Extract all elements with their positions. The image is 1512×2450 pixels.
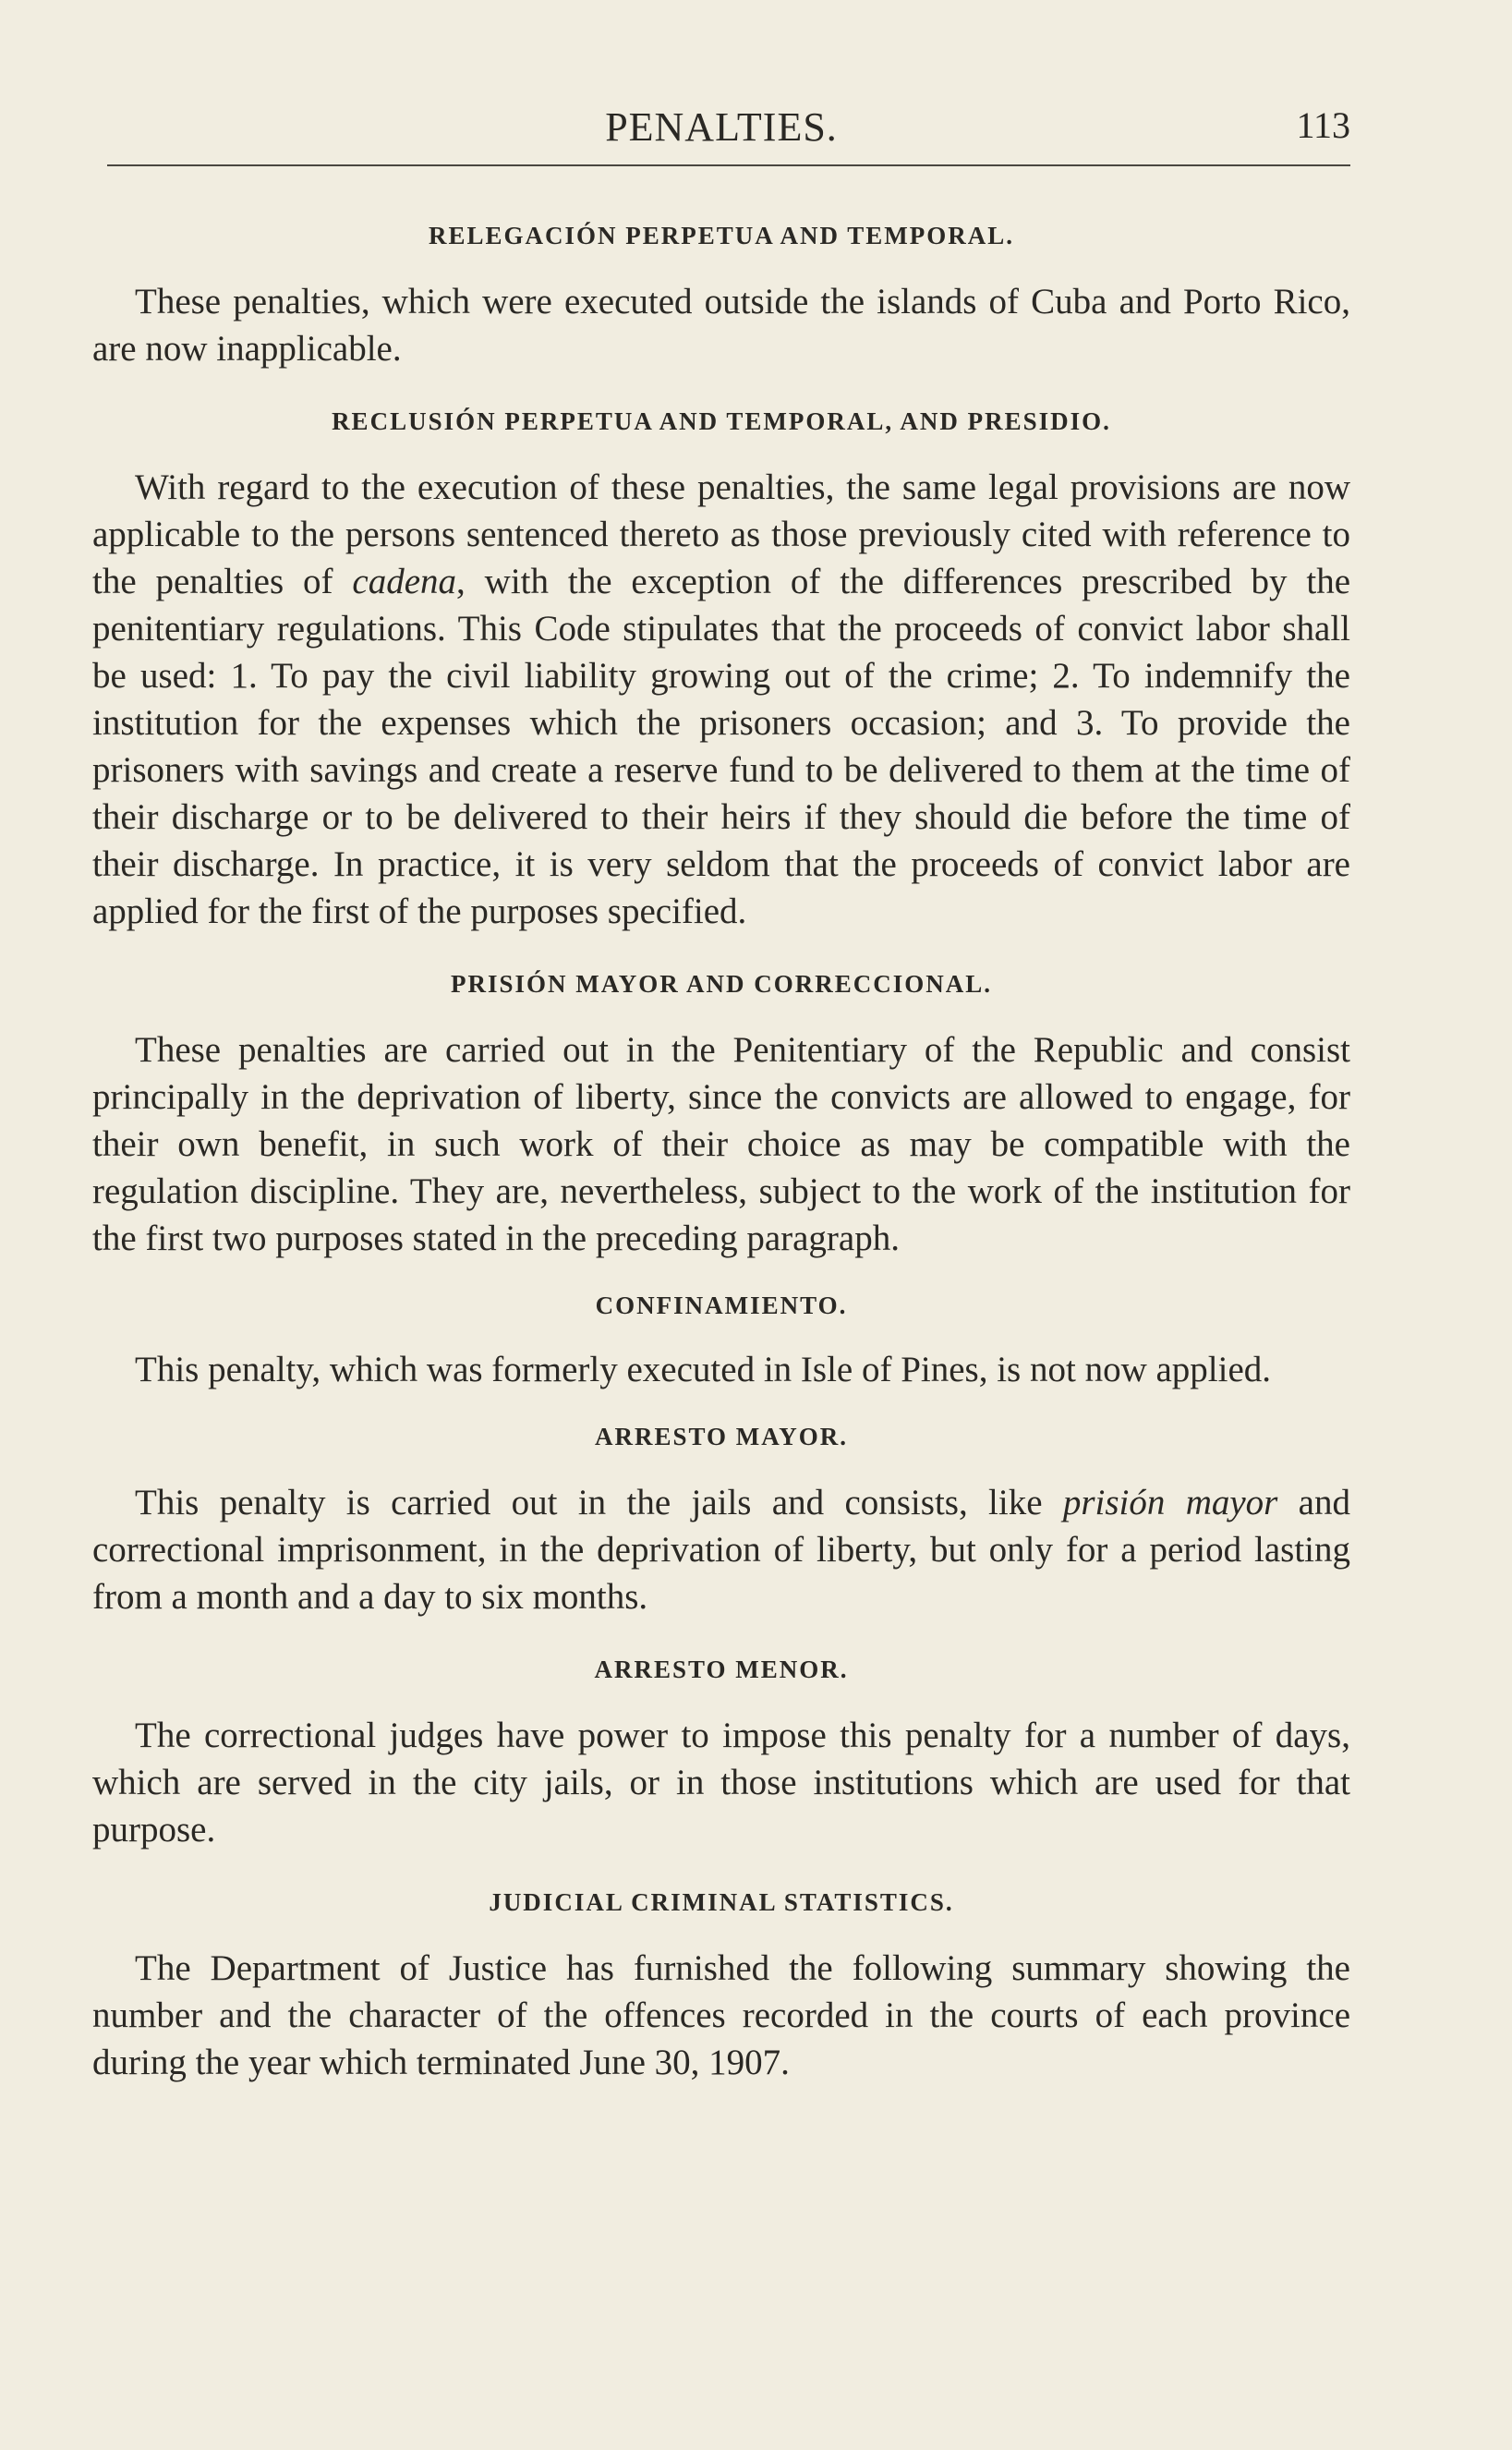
paragraph-arresto-mayor-part-2: and correctional imprisonment, in the deprivation of liberty, but only for a period lasting from a month and a day to six months. bbox=[92, 1483, 1350, 1617]
italic-term-prision-mayor: prisión mayor bbox=[1062, 1483, 1278, 1522]
section-heading-arresto-menor: ARRESTO MENOR. bbox=[594, 1656, 849, 1683]
section-heading-arresto-mayor: ARRESTO MAYOR. bbox=[594, 1423, 849, 1450]
section-heading-statistics: JUDICIAL CRIMINAL STATISTICS. bbox=[489, 1888, 954, 1916]
page-header bbox=[92, 92, 1350, 166]
header-rule bbox=[107, 164, 1350, 166]
section-heading-relegacion: RELEGACIÓN PERPETUA AND TEMPORAL. bbox=[428, 222, 1015, 249]
paragraph-statistics: The Department of Justice has furnished the following summary showing the number and the character of the offences recorded in the courts of each province during the year which terminated June 30, 1907. bbox=[92, 1948, 1350, 2082]
page-number: 113 bbox=[1296, 104, 1350, 146]
paragraph-prision: These penalties are carried out in the Penitentiary of the Republic and consist principally in the deprivation of liberty, since the convicts are allowed to engage, for their own benefit, in such work of their choice as may be compatible with the regulation discipline. They are, nevertheless, subject to the work of the institution for the first two purposes stated in the preceding paragraph. bbox=[92, 1030, 1350, 1258]
paragraph-reclusion-part-2: , with the exception of the differences prescribed by the penitentiary regulations. This Code stipulates that the proceeds of convict labor shall be used: 1. To pay the civil liability growing out of the crime; 2. To indemnify the institution for the expenses which the prisoners occasion; and 3. To provide the prisoners with savings and create a reserve fund to be delivered to them at the time of their discharge or to be delivered to their heirs if they should die before the time of their discharge. In practice, it is very seldom that the proceeds of convict labor are applied for the first of the purposes specified. bbox=[92, 562, 1351, 931]
section-heading-reclusion: RECLUSIÓN PERPETUA AND TEMPORAL, AND PRESIDIO. bbox=[332, 407, 1111, 435]
running-head: PENALTIES. bbox=[605, 104, 838, 150]
paragraph-reclusion bbox=[92, 464, 1350, 935]
page-body bbox=[92, 212, 1350, 2121]
paragraph-arresto-mayor-part-1: This penalty is carried out in the jails and consists, like bbox=[135, 1483, 1063, 1522]
section-heading-confinamiento: CONFINAMIENTO. bbox=[595, 1292, 848, 1319]
paragraph-confinamiento: This penalty, which was formerly executed in Isle of Pines, is not now applied. bbox=[135, 1350, 1272, 1389]
paragraph-arresto-menor: The correctional judges have power to impose this penalty for a number of days, which are served in the city jails, or in those institutions which are used for that purpose. bbox=[92, 1716, 1350, 1850]
italic-term-cadena: cadena bbox=[352, 562, 457, 601]
section-heading-prision: PRISIÓN MAYOR AND CORRECCIONAL. bbox=[450, 970, 993, 998]
paragraph-relegacion: These penalties, which were executed outside the islands of Cuba and Porto Rico, are now inapplicable. bbox=[92, 282, 1350, 369]
paragraph-arresto-mayor bbox=[92, 1479, 1350, 1620]
paragraph-reclusion-part-1: With regard to the execution of these penalties, the same legal provisions are now applicable to the persons sentenced thereto as those previously cited with reference to the penalties of bbox=[92, 467, 1350, 601]
